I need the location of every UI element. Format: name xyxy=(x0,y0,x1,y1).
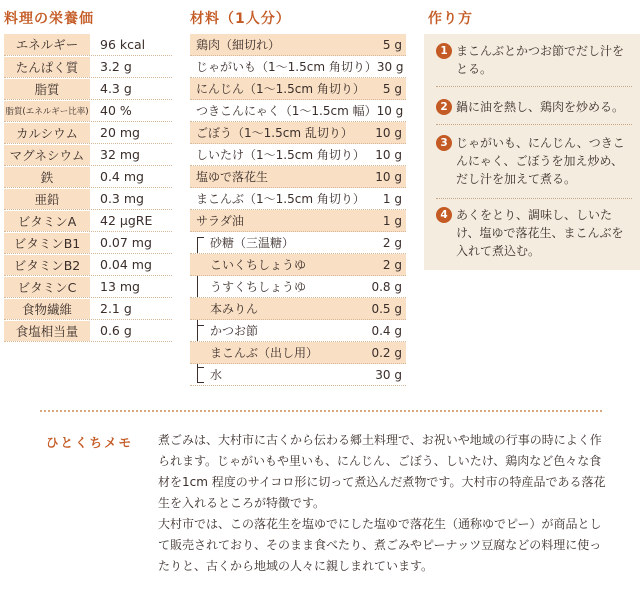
nutrition-title: 料理の栄養価 xyxy=(4,11,94,27)
nutrient-value: 2.1 g xyxy=(90,298,172,319)
nutrition-row xyxy=(4,34,172,56)
nutrient-name: 脂質(エネルギー比率) xyxy=(4,100,90,121)
ingredient-amount: 30 g xyxy=(375,368,402,382)
nutrient-name: 食塩相当量 xyxy=(4,320,90,341)
nutrition-row xyxy=(4,210,172,232)
step-item xyxy=(436,206,632,260)
nutrient-name: 鉄 xyxy=(4,166,90,187)
nutrition-row xyxy=(4,188,172,210)
ingredient-amount: 0.2 g xyxy=(371,346,402,360)
steps-title: 作り方 xyxy=(428,11,473,27)
ingredient-name: 本みりん xyxy=(210,302,259,316)
nutrition-row xyxy=(4,298,172,320)
nutrient-name: マグネシウム xyxy=(4,144,90,165)
nutrient-value: 0.07 mg xyxy=(90,232,172,253)
ingredient-name: まこんぶ（出し用） xyxy=(210,346,319,360)
step-text: あくをとり、調味し、しいたけ、塩ゆで落花生、まこんぶを入れて煮込む。 xyxy=(456,208,624,258)
nutrient-value: 0.04 mg xyxy=(90,254,172,275)
ingredient-row xyxy=(190,188,406,210)
step-item xyxy=(436,42,632,78)
ingredient-amount: 0.4 g xyxy=(371,324,402,338)
ingredient-row xyxy=(190,144,406,166)
ingredient-row xyxy=(190,56,406,78)
section-divider xyxy=(40,410,602,412)
ingredient-name: ごぼう（1～1.5cm 乱切り） xyxy=(196,126,353,140)
nutrient-value: 20 mg xyxy=(90,122,172,143)
ingredient-name: サラダ油 xyxy=(196,214,244,228)
ingredient-name: かつお節 xyxy=(210,324,259,338)
nutrient-name: カルシウム xyxy=(4,122,90,143)
step-text: まこんぶとかつお節でだし汁をとる。 xyxy=(456,44,625,76)
ingredients-table xyxy=(190,34,406,386)
step-divider xyxy=(436,86,632,87)
nutrition-row xyxy=(4,276,172,298)
step-divider xyxy=(436,124,632,125)
ingredient-amount: 1 g xyxy=(382,192,402,206)
ingredient-row xyxy=(190,320,406,342)
memo-body xyxy=(158,430,608,577)
ingredient-name: 砂糖（三温糖） xyxy=(210,236,295,250)
nutrition-row xyxy=(4,122,172,144)
ingredient-row xyxy=(190,34,406,56)
ingredient-amount: 5 g xyxy=(382,38,402,52)
ingredient-row xyxy=(190,166,406,188)
step-item xyxy=(436,134,632,188)
nutrition-table xyxy=(4,34,172,342)
ingredients-title: 材料（1人分） xyxy=(190,11,291,27)
nutrient-value: 96 kcal xyxy=(90,34,172,55)
step-item xyxy=(436,98,632,116)
nutrient-name: エネルギー xyxy=(4,34,90,55)
nutrient-name: ビタミンB2 xyxy=(4,254,90,275)
ingredient-name: 水 xyxy=(210,368,223,382)
step-number-badge: 1 xyxy=(436,43,452,59)
nutrient-name: ビタミンA xyxy=(4,210,90,231)
memo-paragraph: 煮ごみは、大村市に古くから伝わる郷土料理で、お祝いや地域の行事の時によく作られます。じゃがいもや里いも、にんじん、ごぼう、しいたけ、鶏肉など色々な食材を1cm 程度のサイコロ形に切って煮込んだ煮物です。大村市の特産品である落花生を入れるところが特徴です。 xyxy=(158,433,606,510)
nutrient-value: 42 μgRE xyxy=(90,210,172,231)
nutrition-row xyxy=(4,78,172,100)
nutrition-row xyxy=(4,166,172,188)
ingredient-amount: 30 g xyxy=(376,60,404,74)
ingredient-amount: 1 g xyxy=(382,214,402,228)
step-text: 鍋に油を熱し、鶏肉を炒める。 xyxy=(456,100,625,114)
ingredient-name: うすくちしょうゆ xyxy=(210,280,307,294)
ingredient-amount: 10 g xyxy=(375,170,402,184)
nutrient-name: ビタミンB1 xyxy=(4,232,90,253)
ingredient-name: まこんぶ（1～1.5cm 角切り） xyxy=(196,192,365,206)
ingredient-amount: 0.5 g xyxy=(371,302,402,316)
ingredient-row xyxy=(190,364,406,386)
ingredient-row xyxy=(190,100,406,122)
ingredient-row xyxy=(190,78,406,100)
nutrient-value: 4.3 g xyxy=(90,78,172,99)
ingredient-row xyxy=(190,210,406,232)
steps-panel xyxy=(424,34,640,270)
nutrient-name: ビタミンC xyxy=(4,276,90,297)
step-number-badge: 4 xyxy=(436,207,452,223)
nutrient-name: たんぱく質 xyxy=(4,56,90,77)
step-number-badge: 2 xyxy=(436,99,452,115)
nutrition-row xyxy=(4,254,172,276)
nutrition-row xyxy=(4,320,172,342)
ingredient-amount: 5 g xyxy=(382,82,402,96)
ingredient-amount: 2 g xyxy=(382,236,402,250)
nutrient-value: 13 mg xyxy=(90,276,172,297)
nutrient-value: 0.6 g xyxy=(90,320,172,341)
nutrition-row xyxy=(4,56,172,78)
ingredient-name: じゃがいも（1～1.5cm 角切り） xyxy=(196,60,377,74)
step-divider xyxy=(436,198,632,199)
ingredient-amount: 10 g xyxy=(375,126,402,140)
ingredient-name: 塩ゆで落花生 xyxy=(196,170,269,184)
ingredient-row xyxy=(190,254,406,276)
ingredient-amount: 0.8 g xyxy=(371,280,402,294)
nutrition-row xyxy=(4,144,172,166)
step-text: じゃがいも、にんじん、つきこんにゃく、ごぼうを加え炒め、だし汁を加えて煮る。 xyxy=(456,136,625,186)
step-number-badge: 3 xyxy=(436,135,452,151)
nutrition-row xyxy=(4,100,172,122)
ingredient-name: にんじん（1～1.5cm 角切り） xyxy=(196,82,365,96)
ingredient-row xyxy=(190,276,406,298)
nutrient-value: 0.3 mg xyxy=(90,188,172,209)
ingredient-name: 鶏肉（細切れ） xyxy=(196,38,281,52)
nutrient-value: 40 % xyxy=(90,100,172,121)
nutrient-value: 0.4 mg xyxy=(90,166,172,187)
ingredient-amount: 10 g xyxy=(376,104,404,118)
nutrient-name: 脂質 xyxy=(4,78,90,99)
ingredient-row xyxy=(190,342,406,364)
nutrition-row xyxy=(4,232,172,254)
memo-title: ひとくちメモ xyxy=(46,435,134,450)
ingredient-name: こいくちしょうゆ xyxy=(210,258,307,272)
ingredient-row xyxy=(190,298,406,320)
ingredient-amount: 10 g xyxy=(375,148,402,162)
nutrient-value: 3.2 g xyxy=(90,56,172,77)
nutrient-name: 食物繊維 xyxy=(4,298,90,319)
nutrient-value: 32 mg xyxy=(90,144,172,165)
ingredient-row xyxy=(190,122,406,144)
ingredient-row xyxy=(190,232,406,254)
ingredient-name: しいたけ（1～1.5cm 角切り） xyxy=(196,148,365,162)
memo-paragraph: 大村市では、この落花生を塩ゆでにした塩ゆで落花生（通称ゆでピー）が商品として販売されており、そのまま食べたり、煮ごみやピーナッツ豆腐などの料理に使ったりと、古くから地域の人々に親しまれています。 xyxy=(158,517,602,573)
nutrient-name: 亜鉛 xyxy=(4,188,90,209)
ingredient-name: つきこんにゃく（1～1.5cm 幅） xyxy=(196,104,377,118)
ingredient-amount: 2 g xyxy=(382,258,402,272)
